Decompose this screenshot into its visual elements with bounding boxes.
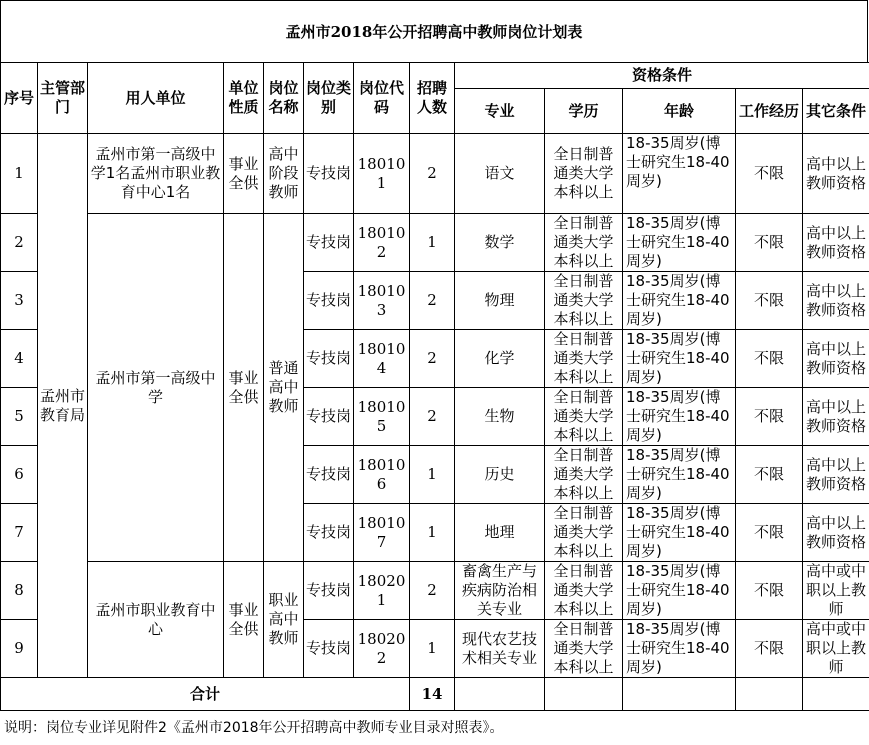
post-code-cell: 180103 — [354, 272, 410, 330]
experience-cell: 不限 — [736, 330, 803, 388]
header-seq: 序号 — [1, 63, 38, 134]
age-text: 18-35周岁(博士研究生18-40周岁) — [626, 388, 730, 444]
recruitment-plan-table — [0, 62, 869, 711]
header-experience: 工作经历 — [736, 89, 803, 134]
post-type-cell: 专技岗 — [304, 134, 354, 214]
post-type-cell: 专技岗 — [304, 446, 354, 504]
row-seq: 9 — [1, 620, 38, 678]
experience-cell: 不限 — [736, 272, 803, 330]
education-cell — [545, 446, 623, 504]
age-text: 18-35周岁(博士研究生18-40周岁) — [626, 562, 730, 618]
education-text: 全日制普通类大学本科以上 — [553, 330, 614, 386]
count-cell: 1 — [410, 214, 455, 272]
post-code-cell: 180202 — [354, 620, 410, 678]
other-cell: 高中以上教师资格 — [803, 388, 869, 446]
row-seq: 4 — [1, 330, 38, 388]
post-code-cell: 180102 — [354, 214, 410, 272]
education-cell — [545, 504, 623, 562]
unit-cell: 孟州市第一高级中学 — [88, 214, 224, 562]
age-text: 18-35周岁(博士研究生18-40周岁) — [626, 620, 730, 676]
experience-cell: 不限 — [736, 562, 803, 620]
other-cell: 高中或中职以上教师 — [803, 620, 869, 678]
age-cell — [623, 134, 736, 214]
other-cell: 高中以上教师资格 — [803, 214, 869, 272]
post-code-cell: 180201 — [354, 562, 410, 620]
header-unit: 用人单位 — [88, 63, 224, 134]
other-cell: 高中以上教师资格 — [803, 446, 869, 504]
major-cell: 畜禽生产与疾病防治相关专业 — [455, 562, 545, 620]
count-cell: 1 — [410, 620, 455, 678]
total-empty-cell — [736, 678, 803, 711]
total-empty-cell — [623, 678, 736, 711]
total-label: 合计 — [1, 678, 410, 711]
post-name-cell: 普通高中教师 — [264, 214, 304, 562]
major-cell: 语文 — [455, 134, 545, 214]
other-cell: 高中以上教师资格 — [803, 134, 869, 214]
row-seq: 5 — [1, 388, 38, 446]
education-cell — [545, 388, 623, 446]
major-cell: 历史 — [455, 446, 545, 504]
header-qualifications: 资格条件 — [455, 63, 869, 89]
header-post-name: 岗位名称 — [264, 63, 304, 134]
major-cell: 化学 — [455, 330, 545, 388]
age-cell — [623, 504, 736, 562]
count-cell: 2 — [410, 272, 455, 330]
education-cell — [545, 330, 623, 388]
row-seq: 6 — [1, 446, 38, 504]
header-major: 专业 — [455, 89, 545, 134]
count-cell: 1 — [410, 504, 455, 562]
education-text: 全日制普通类大学本科以上 — [553, 562, 614, 618]
total-empty-cell — [545, 678, 623, 711]
education-cell: 全日制普通类大学本科以上 — [545, 134, 623, 214]
unit-cell: 孟州市第一高级中学1名孟州市职业教育中心1名 — [88, 134, 224, 214]
age-cell — [623, 214, 736, 272]
major-cell: 现代农艺技术相关专业 — [455, 620, 545, 678]
major-cell: 数学 — [455, 214, 545, 272]
experience-cell: 不限 — [736, 446, 803, 504]
education-text: 全日制普通类大学本科以上 — [553, 388, 614, 444]
post-code-cell: 180105 — [354, 388, 410, 446]
other-cell: 高中或中职以上教师 — [803, 562, 869, 620]
nature-cell: 事业全供 — [224, 214, 264, 562]
total-empty-cell — [803, 678, 869, 711]
post-code-cell: 180107 — [354, 504, 410, 562]
age-cell — [623, 562, 736, 620]
row-seq: 7 — [1, 504, 38, 562]
experience-cell: 不限 — [736, 620, 803, 678]
row-seq: 3 — [1, 272, 38, 330]
age-text: 18-35周岁(博士研究生18-40周岁) — [626, 330, 730, 386]
row-seq: 2 — [1, 214, 38, 272]
header-education: 学历 — [545, 89, 623, 134]
education-cell — [545, 214, 623, 272]
dept-cell: 孟州市教育局 — [38, 134, 88, 678]
post-type-cell: 专技岗 — [304, 562, 354, 620]
age-cell — [623, 446, 736, 504]
education-text: 全日制普通类大学本科以上 — [553, 446, 614, 502]
unit-cell: 孟州市职业教育中心 — [88, 562, 224, 678]
age-text: 18-35周岁(博士研究生18-40周岁) — [626, 272, 730, 328]
education-cell — [545, 620, 623, 678]
post-code-cell: 180101 — [354, 134, 410, 214]
age-text: 18-35周岁(博士研究生18-40周岁) — [626, 504, 730, 560]
age-text: 18-35周岁(博士研究生18-40周岁) — [626, 214, 730, 270]
nature-cell: 事业全供 — [224, 134, 264, 214]
experience-cell: 不限 — [736, 388, 803, 446]
post-type-cell: 专技岗 — [304, 214, 354, 272]
education-text: 全日制普通类大学本科以上 — [553, 620, 614, 676]
nature-cell: 事业全供 — [224, 562, 264, 678]
row-seq: 8 — [1, 562, 38, 620]
total-empty-cell — [455, 678, 545, 711]
header-dept: 主管部门 — [38, 63, 88, 134]
education-cell — [545, 562, 623, 620]
total-value: 14 — [410, 678, 455, 711]
post-type-cell: 专技岗 — [304, 272, 354, 330]
header-post-code: 岗位代码 — [354, 63, 410, 134]
age-cell — [623, 330, 736, 388]
major-cell: 地理 — [455, 504, 545, 562]
header-nature: 单位性质 — [224, 63, 264, 134]
post-type-cell: 专技岗 — [304, 330, 354, 388]
count-cell: 2 — [410, 388, 455, 446]
education-text: 全日制普通类大学本科以上 — [553, 214, 614, 270]
post-code-cell: 180104 — [354, 330, 410, 388]
age-text: 18-35周岁(博士研究生18-40周岁) — [626, 134, 730, 190]
count-cell: 2 — [410, 562, 455, 620]
other-cell: 高中以上教师资格 — [803, 504, 869, 562]
experience-cell: 不限 — [736, 134, 803, 214]
age-text: 18-35周岁(博士研究生18-40周岁) — [626, 446, 730, 502]
header-age: 年龄 — [623, 89, 736, 134]
education-cell — [545, 272, 623, 330]
post-name-cell: 高中阶段教师 — [264, 134, 304, 214]
experience-cell: 不限 — [736, 504, 803, 562]
header-other: 其它条件 — [803, 89, 869, 134]
other-cell: 高中以上教师资格 — [803, 330, 869, 388]
major-cell: 物理 — [455, 272, 545, 330]
post-type-cell: 专技岗 — [304, 620, 354, 678]
age-cell — [623, 620, 736, 678]
education-text: 全日制普通类大学本科以上 — [553, 504, 614, 560]
major-cell: 生物 — [455, 388, 545, 446]
table-title: 孟州市2018年公开招聘高中教师岗位计划表 — [0, 0, 868, 62]
post-code-cell: 180106 — [354, 446, 410, 504]
header-post-type: 岗位类别 — [304, 63, 354, 134]
post-type-cell: 专技岗 — [304, 504, 354, 562]
post-type-cell: 专技岗 — [304, 388, 354, 446]
experience-cell: 不限 — [736, 214, 803, 272]
footnote: 说明：岗位专业详见附件2《孟州市2018年公开招聘高中教师专业目录对照表》。 — [4, 720, 504, 736]
age-cell — [623, 272, 736, 330]
header-count: 招聘人数 — [410, 63, 455, 134]
education-text: 全日制普通类大学本科以上 — [553, 272, 614, 328]
count-cell: 2 — [410, 134, 455, 214]
post-name-cell: 职业高中教师 — [264, 562, 304, 678]
row-seq: 1 — [1, 134, 38, 214]
age-cell — [623, 388, 736, 446]
other-cell: 高中以上教师资格 — [803, 272, 869, 330]
count-cell: 1 — [410, 446, 455, 504]
count-cell: 2 — [410, 330, 455, 388]
